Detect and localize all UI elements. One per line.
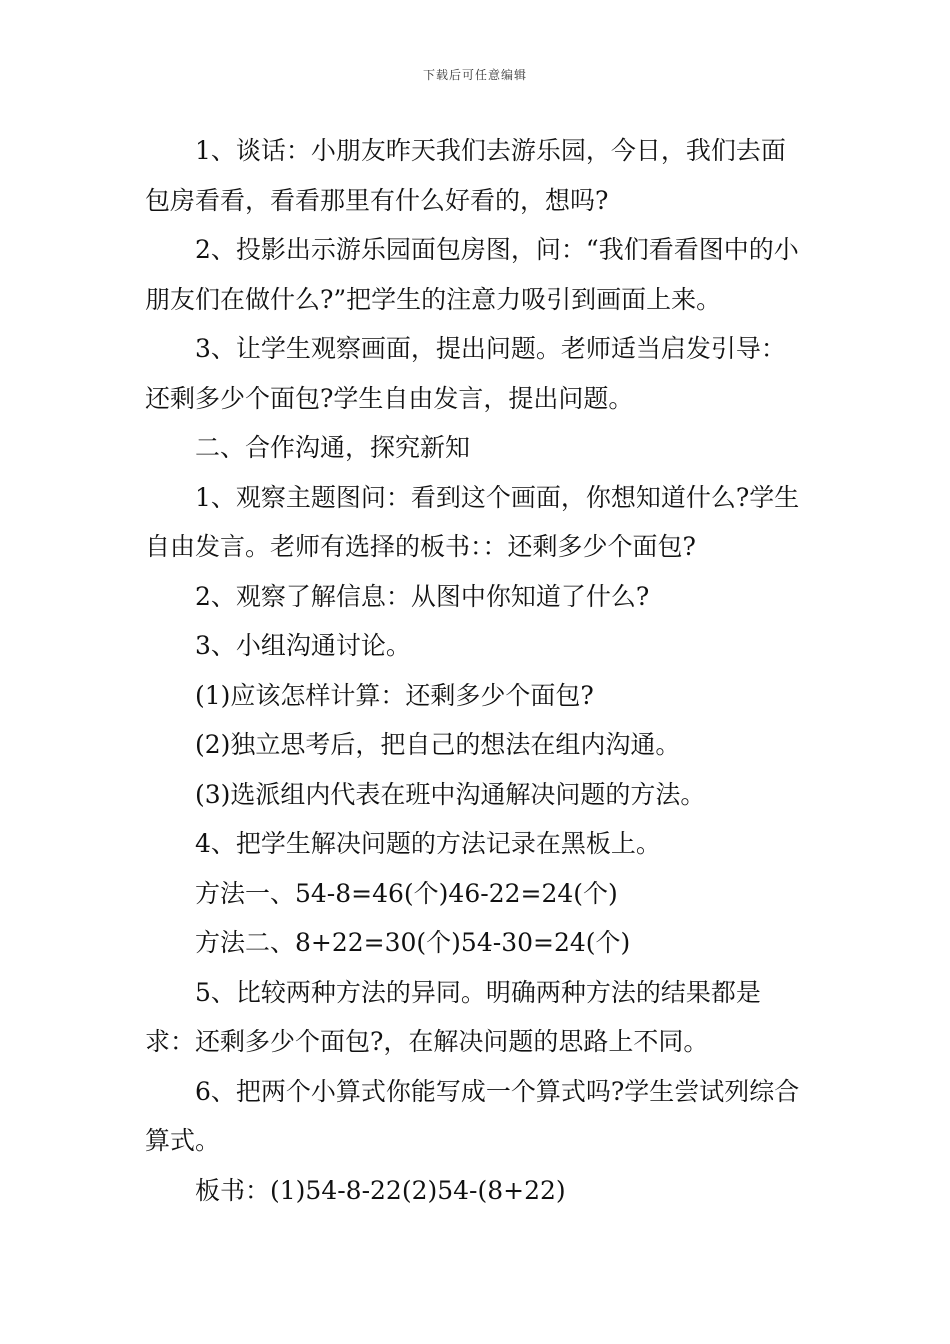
- paragraph: 5、比较两种方法的异同。明确两种方法的结果都是求：还剩多少个面包?，在解决问题的思路上不同。: [145, 977, 761, 1056]
- paragraph: (1)应该怎样计算：还剩多少个面包?: [195, 680, 594, 710]
- document-body: [145, 126, 810, 1215]
- page-header: 下载后可任意编辑: [422, 68, 527, 82]
- paragraph: 方法一、54-8=46(个)46-22=24(个): [195, 878, 618, 908]
- paragraph: 板书：(1)54-8-22(2)54-(8+22): [195, 1175, 566, 1205]
- paragraph: 3、让学生观察画面，提出问题。老师适当启发引导：还剩多少个面包?学生自由发言，提出问题。: [145, 334, 786, 413]
- paragraph: 2、观察了解信息：从图中你知道了什么?: [195, 581, 650, 611]
- paragraph: (3)选派组内代表在班中沟通解决问题的方法。: [195, 779, 706, 809]
- paragraph: 6、把两个小算式你能写成一个算式吗?学生尝试列综合算式。: [145, 1076, 800, 1155]
- paragraph: 4、把学生解决问题的方法记录在黑板上。: [195, 829, 661, 858]
- paragraph: (2)独立思考后，把自己的想法在组内沟通。: [195, 730, 681, 759]
- paragraph: 3、小组沟通讨论。: [195, 631, 411, 660]
- paragraph: 1、观察主题图问：看到这个画面，你想知道什么?学生自由发言。老师有选择的板书：：还剩多少个面包?: [145, 482, 800, 561]
- paragraph: 1、谈话：小朋友昨天我们去游乐园，今日，我们去面包房看看，看看那里有什么好看的，想吗?: [145, 136, 786, 215]
- section-heading: 二、合作沟通，探究新知: [195, 433, 471, 462]
- paragraph: 方法二、8+22=30(个)54-30=24(个): [195, 928, 631, 957]
- paragraph: 2、投影出示游乐园面包房图，问：“我们看看图中的小朋友们在做什么?”把学生的注意力吸引到画面上来。: [145, 235, 799, 314]
